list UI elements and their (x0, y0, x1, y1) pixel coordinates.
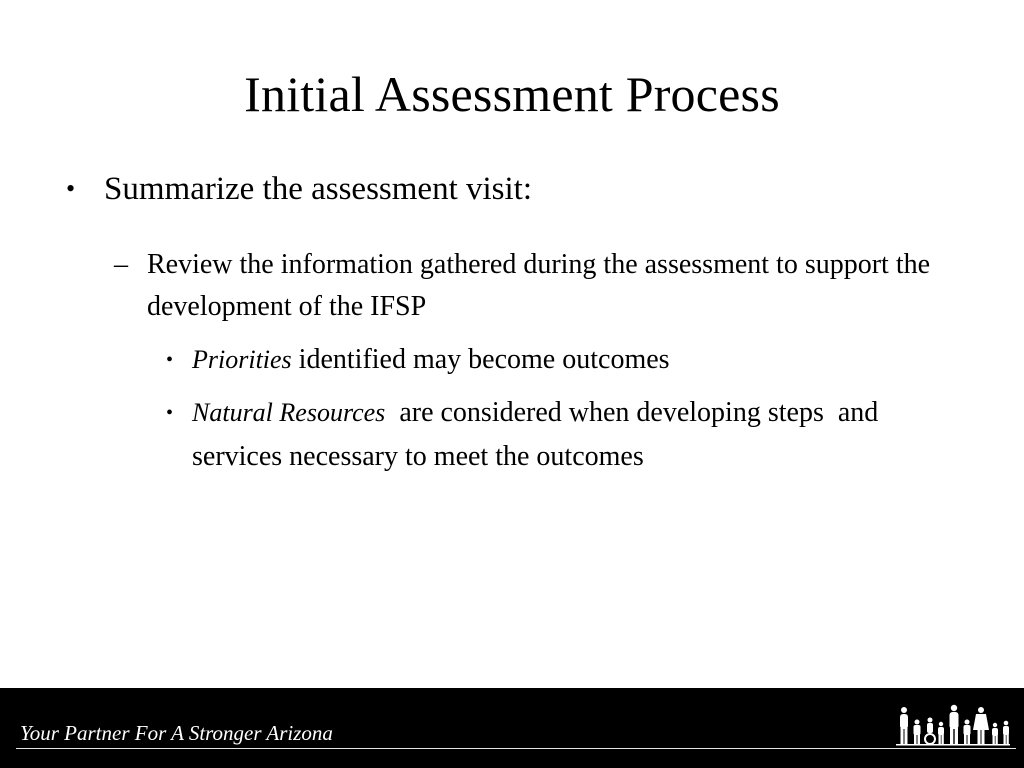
sub-bullet-review (114, 244, 964, 328)
footer-tagline: Your Partner For A Stronger Arizona (20, 721, 333, 745)
bullet-summarize (64, 166, 964, 212)
footer-divider (16, 748, 1016, 749)
sub-sub-bullet-rest: identified may become outcomes (291, 344, 670, 375)
emphasis-natural-resources: Natural Resources (192, 398, 386, 427)
emphasis-priorities: Priorities (192, 345, 292, 374)
bullet-marker: • (66, 174, 76, 203)
sub-sub-bullet-natural-resources (166, 391, 946, 479)
bullet-text: Summarize the assessment visit: (104, 171, 533, 207)
bullet-marker: • (166, 349, 174, 371)
footer-bar (0, 688, 1024, 768)
sub-sub-bullet-text (192, 338, 946, 382)
sub-bullet-text: Review the information gathered during the assessment to support the development of the IFSP (147, 249, 931, 322)
bullet-marker: • (166, 402, 174, 424)
slide-title: Initial Assessment Process (244, 66, 780, 122)
sub-sub-bullet-rest: are considered when developing steps and services necessary to meet the outcomes (192, 397, 886, 472)
dash-marker: – (114, 249, 128, 280)
family-silhouette-icon (890, 703, 1012, 749)
sub-sub-bullet-text (192, 391, 946, 479)
sub-sub-bullet-priorities (166, 338, 946, 382)
